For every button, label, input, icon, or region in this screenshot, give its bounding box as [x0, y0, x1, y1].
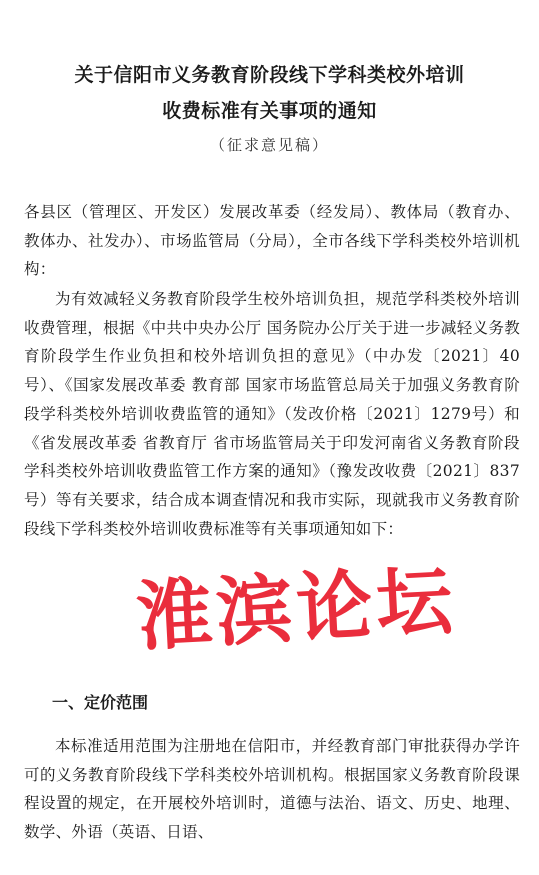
notice-title-line-1: 关于信阳市义务教育阶段线下学科类校外培训 — [74, 64, 465, 86]
addressee-paragraph: 各县区（管理区、开发区）发展改革委（经发局）、教体局（教育办、教体办、社发办）、市场监管局（分局），全市各线下学科类校外培训机构： — [24, 203, 520, 279]
draft-subtitle: （征求意见稿） — [209, 136, 329, 154]
section-1-heading: 一、定价范围 — [52, 693, 149, 712]
notice-title-line-2: 收费标准有关事项的通知 — [162, 100, 377, 122]
forum-watermark: 淮滨论坛 — [134, 555, 459, 662]
basis-paragraph: 为有效减轻义务教育阶段学生校外培训负担，规范学科类校外培训收费管理，根据《中共中央办公厅 国务院办公厅关于进一步减轻义务教育阶段学生作业负担和校外培训负担的意见》（中办发〔2021〕40号）、《国家发展改革委 教育部 国家市场监管总局关于加强义务教育阶段学科类校外培训收费监管的通知》（发改价格〔2021〕1279号）和《省发展改革委 省教育厅 省市场监管局关于印发河南省义务教育阶段学科类校外培训收费监管工作方案的通知》（豫发改收费〔2021〕837号）等有关要求，结合成本调查情况和我市实际，现就我市义务教育阶段线下学科类校外培训收费标准等有关事项通知如下： — [24, 290, 520, 538]
section-1-paragraph: 本标准适用范围为注册地在信阳市，并经教育部门审批获得办学许可的义务教育阶段线下学科类校外培训机构。根据国家义务教育阶段课程设置的规定，在开展校外培训时，道德与法治、语文、历史、地理、数学、外语（英语、日语、 — [24, 737, 520, 842]
